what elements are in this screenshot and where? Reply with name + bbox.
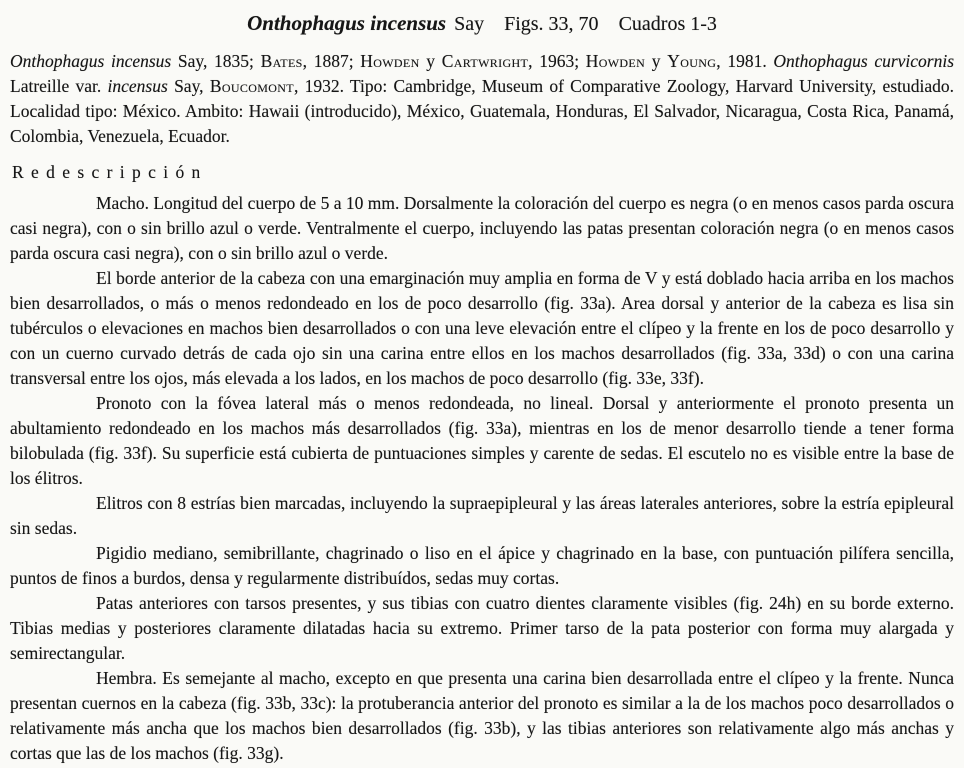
title-figures-ref: Figs. 33, 70 [504, 13, 599, 35]
paragraph-pigidio: Pigidio mediano, semibrillante, chagrinado o liso en el ápice y chagrinado en la base, con puntuación pilífera sencilla, puntos de finos a burdos, densa y regularmente distribuídos, sedas muy cortas. [10, 543, 954, 588]
section-heading-redescripcion: Redescripción [12, 162, 208, 182]
synonymy-paragraph: Onthophagus incensus Say, 1835; Bates, 1887; Howden y Cartwright, 1963; Howden y Young, 1981. Onthophagus curvicornis Latreille var. incensus Say, Boucomont, 1932. Tipo: Cambridge, Museum of Comparative Zoology, Harvard University, estudiado. Localidad tipo: México. Ambito: Hawaii (introducido), México, Guatemala, Honduras, El Salvador, Nicaragua, Costa Rica, Panamá, Colombia, Venezuela, Ecuador. [10, 51, 955, 146]
title-cuadros-ref: Cuadros 1-3 [618, 13, 717, 35]
paragraph-pronoto: Pronoto con la fóvea lateral más o menos redondeada, no lineal. Dorsal y anteriormente el pronoto presenta un abultamiento redondeado en los machos más desarrollados (fig. 33a), mientras en los de menor desarrollo tiende a tener forma bilobulada (fig. 33f). Su superficie está cubierta de puntuaciones simples y carente de sedas. El escutelo no es visible entre la base de los élitros. [10, 393, 954, 488]
title-author: Say [454, 13, 485, 35]
paragraph-cabeza: El borde anterior de la cabeza con una emarginación muy amplia en forma de V y está doblado hacia arriba en los machos bien desarrollados, o más o menos redondeado en los de poco desarrollo (fig. 33a). Area dorsal y anterior de la cabeza es lisa sin tubérculos o elevaciones en machos bien desarrollados o con una leve elevación entre el clípeo y la frente en los de poco desarrollo y con un cuerno curvado detrás de cada ojo sin una carina entre ellos en los machos desarrollados (fig. 33a, 33d) o con una carina transversal entre los ojos, más elevada a los lados, en los machos de poco desarrollo (fig. 33e, 33f). [10, 268, 954, 388]
paragraph-elitros: Elitros con 8 estrías bien marcadas, incluyendo la supraepipleural y las áreas laterales anteriores, sobre la estría epipleural sin sedas. [10, 493, 954, 538]
paragraph-patas: Patas anteriores con tarsos presentes, y sus tibias con cuatro dientes claramente visibles (fig. 24h) en su borde externo. Tibias medias y posteriores claramente dilatadas hacia su extremo. Primer tarso de la pata posterior con forma muy alargada y semirectangular. [10, 593, 954, 663]
species-name: Onthophagus incensus [247, 11, 447, 35]
article-title [10, 10, 954, 37]
paragraph-macho: Macho. Longitud del cuerpo de 5 a 10 mm. Dorsalmente la coloración del cuerpo es negra (o en menos casos parda oscura casi negra), con o sin brillo azul o verde. Ventralmente el cuerpo, incluyendo las patas presentan coloración negra (o en menos casos parda oscura casi negra), con o sin brillo azul o verde. [10, 193, 954, 263]
paragraph-hembra: Hembra. Es semejante al macho, excepto en que presenta una carina bien desarrollada entre el clípeo y la frente. Nunca presentan cuernos en la cabeza (fig. 33b, 33c): la protuberancia anterior del pronoto es similar a la de los machos poco desarrollados o relativamente más ancha que los machos bien desarrollados (fig. 33b), y las tibias anteriores son relativamente algo más anchas y cortas que las de los machos (fig. 33g). [10, 668, 954, 763]
